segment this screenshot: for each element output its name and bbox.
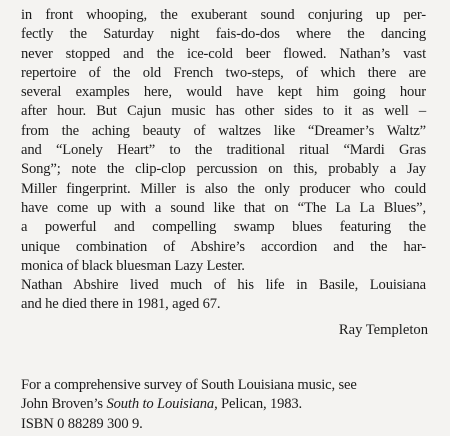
text-line: never stopped and the ice-cold beer flowed. Nathan’s vast xyxy=(21,45,426,62)
text-line: Nathan Abshire lived much of his life in Basile, Louisiana xyxy=(21,277,426,294)
further-reading-line: For a comprehensive survey of South Louisiana music, see xyxy=(21,377,357,393)
text-line: a powerful and compelling swamp blues featuring the xyxy=(21,219,426,236)
text-line: and he died there in 1981, aged 67. xyxy=(21,296,221,313)
text-line: Song”; note the clip-clop percussion on this, probably a Jay xyxy=(21,161,426,178)
text-line: monica of black bluesman Lazy Lester. xyxy=(21,257,245,274)
text-line: unique combination of Abshire’s accordion and the har- xyxy=(21,238,426,255)
text-line: from the aching beauty of waltzes like “Dreamer’s Waltz” xyxy=(21,122,426,139)
text-line: after hour. But Cajun music has other sides to it as well – xyxy=(21,103,426,120)
citation-publisher: , Pelican, 1983. xyxy=(214,396,303,413)
text-line: fectly the Saturday night fais-do-dos where the dancing xyxy=(21,26,426,43)
further-reading-note xyxy=(21,376,426,434)
liner-notes-body xyxy=(21,6,426,315)
text-line: Miller fingerprint. Miller is also the only producer who could xyxy=(21,180,426,197)
isbn-text: ISBN 0 88289 300 9. xyxy=(21,415,143,432)
text-line: have come up with a sound like that on “The La La Blues”, xyxy=(21,199,426,216)
text-line: repertoire of the old French two-steps, of which there are xyxy=(21,64,426,81)
paragraph-biography xyxy=(21,276,426,315)
text-line: several examples here, would have kept him going hour xyxy=(21,84,426,101)
book-title: South to Louisiana xyxy=(106,396,215,413)
text-line: and “Lonely Heart” to the traditional ritual “Mardi Gras xyxy=(21,142,426,159)
citation-prefix: John Broven’s xyxy=(21,396,107,413)
paragraph-music-description xyxy=(21,6,426,276)
text-line: in front whooping, the exuberant sound conjuring up per- xyxy=(21,7,426,23)
further-reading-citation xyxy=(21,395,426,414)
author-signature: Ray Templeton xyxy=(338,322,428,338)
